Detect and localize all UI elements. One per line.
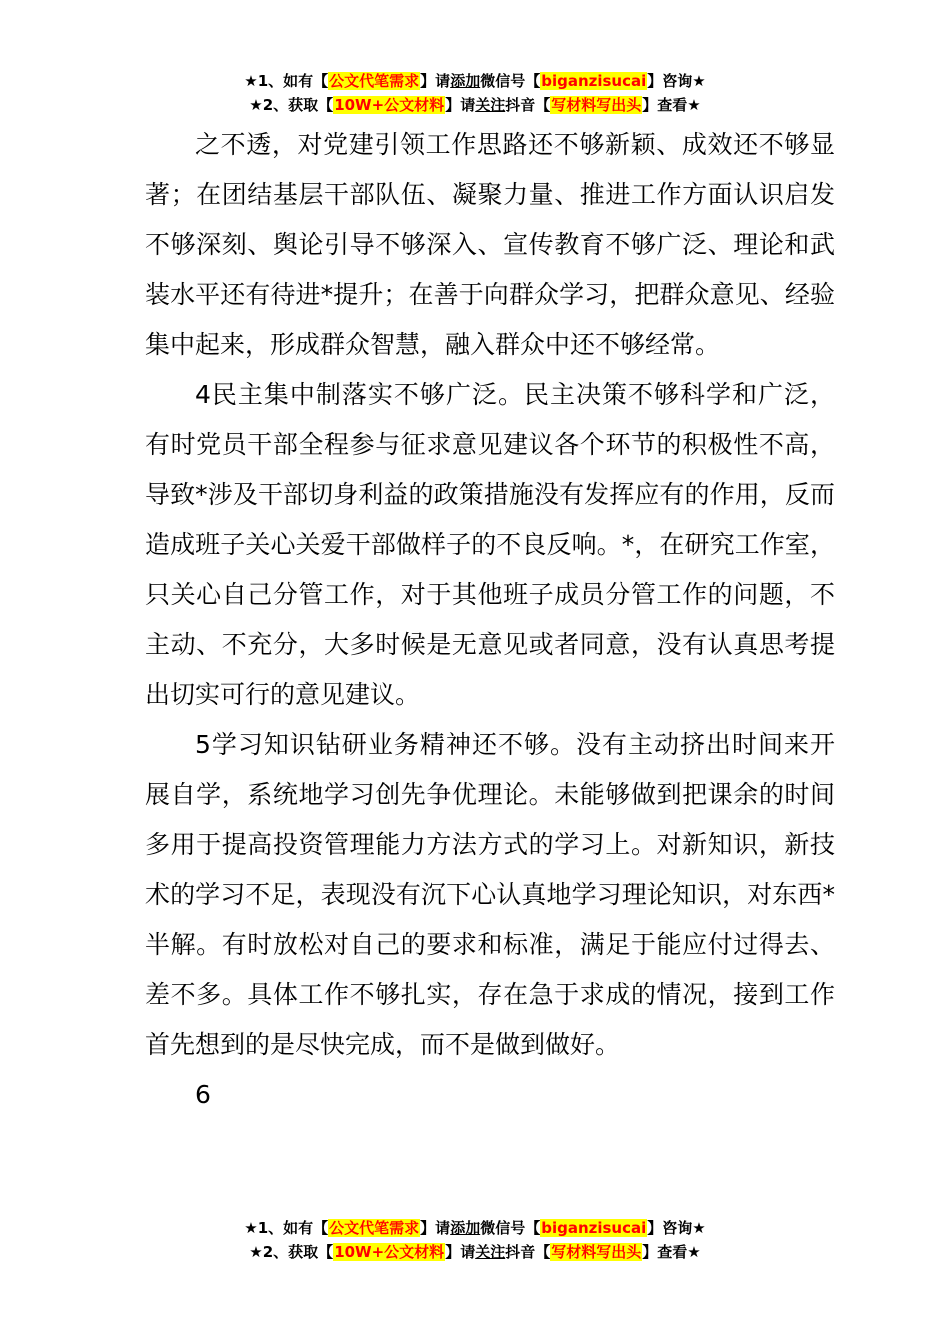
underlined-text: 关注 [475,1243,506,1261]
header-banner-top [0,69,950,117]
underlined-text: 添加 [450,1219,481,1237]
banner-text: 】请 [420,72,451,90]
underlined-text: 添加 [450,72,481,90]
banner-text: ★2、获取【 [249,96,334,114]
banner-text: 】查看★ [642,1243,701,1261]
highlight-wechat-id: biganzisucai [541,72,647,90]
highlight-douyin-account: 写材料写出头 [551,96,642,114]
highlight-douyin-account: 写材料写出头 [551,1243,642,1261]
banner-line-2 [0,93,950,117]
banner-text: 微信号【 [480,1219,541,1237]
banner-text: 】查看★ [642,96,701,114]
banner-line-2 [0,1240,950,1264]
highlight-materials: 10W+公文材料 [334,1243,445,1261]
banner-text: 微信号【 [480,72,541,90]
paragraph-item-5: 5学习知识钻研业务精神还不够。没有主动挤出时间来开展自学，系统地学习创先争优理论。未能够做到把课余的时间多用于提高投资管理能力方法方式的学习上。对新知识，新技术的学习不足，表现没有沉下心认真地学习理论知识，对东西*半解。有时放松对自己的要求和标准，满足于能应付过得去、差不多。具体工作不够扎实，存在急于求成的情况，接到工作首先想到的是尽快完成，而不是做到做好。 [145,730,835,1059]
paragraph-item-4: 4民主集中制落实不够广泛。民主决策不够科学和广泛，有时党员干部全程参与征求意见建议各个环节的积极性不高，导致*涉及干部切身利益的政策措施没有发挥应有的作用，反而造成班子关心关爱干部做样子的不良反响。*，在研究工作室，只关心自己分管工作，对于其他班子成员分管工作的问题，不主动、不充分，大多时候是无意见或者同意，没有认真思考提出切实可行的意见建议。 [145,380,835,709]
banner-text: ★1、如有【 [244,1219,329,1237]
highlight-service: 公文代笔需求 [329,72,420,90]
banner-line-1 [0,69,950,93]
highlight-materials: 10W+公文材料 [334,96,445,114]
banner-text: ★2、获取【 [249,1243,334,1261]
banner-text: ★1、如有【 [244,72,329,90]
underlined-text: 关注 [475,96,506,114]
banner-text: 】请 [445,1243,476,1261]
banner-text: 】请 [420,1219,451,1237]
highlight-wechat-id: biganzisucai [541,1219,647,1237]
banner-line-1 [0,1216,950,1240]
header-banner-bottom [0,1216,950,1264]
highlight-service: 公文代笔需求 [329,1219,420,1237]
banner-text: 】请 [445,96,476,114]
document-body [145,120,835,1120]
banner-text: 抖音【 [505,96,551,114]
banner-text: 抖音【 [505,1243,551,1261]
paragraph-continuation: 之不透，对党建引领工作思路还不够新颖、成效还不够显著；在团结基层干部队伍、凝聚力量、推进工作方面认识启发不够深刻、舆论引导不够深入、宣传教育不够广泛、理论和武装水平还有待进*提升；在善于向群众学习，把群众意见、经验集中起来，形成群众智慧，融入群众中还不够经常。 [145,130,835,359]
banner-text: 】咨询★ [647,72,706,90]
paragraph-item-6: 6 [195,1080,211,1109]
banner-text: 】咨询★ [647,1219,706,1237]
